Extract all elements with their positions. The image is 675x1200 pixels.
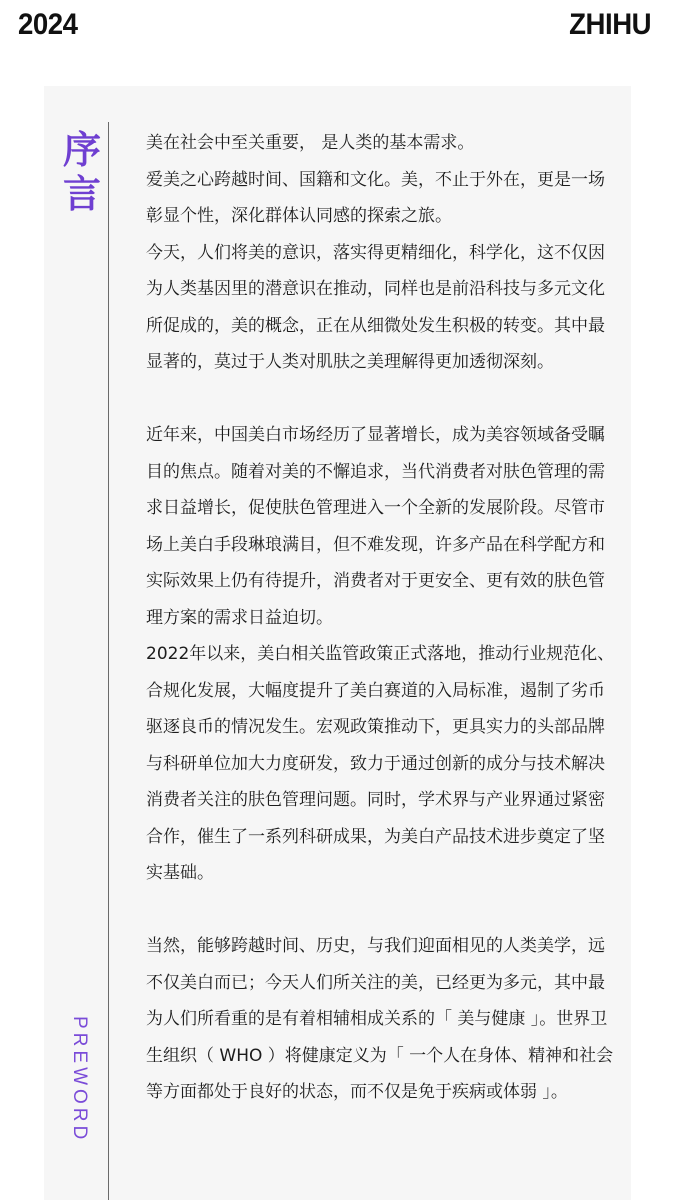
section-title-char-2: 言 — [62, 172, 101, 216]
foreword-body — [146, 125, 620, 1111]
paragraph: 当然，能够跨越时间、历史，与我们迎面相见的人类美学，远不仅美白而已；今天人们所关注的美，已经更为多元，其中最为人们所看重的是有着相辅相成关系的「 美与健康 」。世界卫生组织（ WHO ）将健康定义为「 一个人在身体、精神和社会等方面都处于良好的状态，而不仅是免于疾病或体弱 」。 — [146, 936, 614, 1102]
paragraph: 近年来，中国美白市场经历了显著增长，成为美容领域备受瞩目的焦点。随着对美的不懈追求，当代消费者对肤色管理的需求日益增长，促使肤色管理进入一个全新的发展阶段。尽管市场上美白手段琳琅满目，但不难发现，许多产品在科学配方和实际效果上仍有待提升，消费者对于更安全、更有效的肤色管理方案的需求日益迫切。 — [146, 425, 605, 628]
year-label: 2024 — [18, 8, 78, 41]
paragraph-spacer — [146, 381, 620, 418]
paragraph-spacer — [146, 892, 620, 929]
section-title-char-1: 序 — [62, 128, 101, 172]
section-title — [60, 128, 104, 216]
paragraph: 2022年以来，美白相关监管政策正式落地，推动行业规范化、合规化发展，大幅度提升了美白赛道的入局标准，遏制了劣币驱逐良币的情况发生。宏观政策推动下，更具实力的头部品牌与科研单位加大力度研发，致力于通过创新的成分与技术解决消费者关注的肤色管理问题。同时，学术界与产业界通过紧密合作，催生了一系列科研成果，为美白产品技术进步奠定了坚实基础。 — [146, 644, 615, 883]
paragraph: 美在社会中至关重要， 是人类的基本需求。 — [146, 133, 475, 153]
paragraph: 今天，人们将美的意识，落实得更精细化，科学化，这不仅因为人类基因里的潜意识在推动，同样也是前沿科技与多元文化所促成的，美的概念，正在从细微处发生积极的转变。其中最显著的，莫过于人类对肌肤之美理解得更加透彻深刻。 — [146, 242, 605, 372]
preword-side-label: PREWORD — [69, 1016, 90, 1144]
brand-logo-text: ZHIHU — [568, 8, 651, 41]
paragraph: 爱美之心跨越时间、国籍和文化。美，不止于外在，更是一场彰显个性，深化群体认同感的探索之旅。 — [146, 169, 605, 226]
vertical-divider — [108, 122, 109, 1200]
